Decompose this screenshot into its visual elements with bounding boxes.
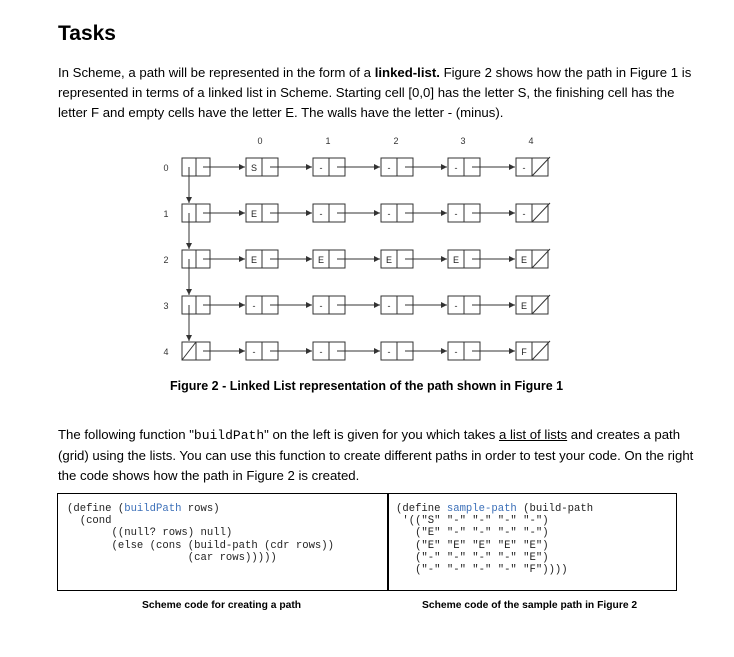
page-title: Tasks	[58, 22, 116, 45]
code-table	[57, 493, 677, 591]
cell-letter: E	[520, 255, 528, 265]
left-code-caption: Scheme code for creating a path	[142, 600, 302, 611]
column-label: 2	[393, 136, 399, 146]
cell-letter: -	[454, 163, 458, 173]
code-left-cell	[58, 494, 388, 590]
function-paragraph: The following function "buildPath" on the left is given for you which takes a list of lists and creates a path (grid) using the lists. You can use this function to create different paths in order to test your code. On the right the code shows how the path in Figure 2 is created.	[58, 427, 694, 483]
cell-letter: -	[252, 301, 256, 311]
buildpath-code: buildPath	[193, 428, 265, 443]
cell-letter: -	[454, 301, 458, 311]
null-slash	[532, 249, 550, 268]
cell-letter: -	[522, 209, 526, 219]
figure-caption: Figure 2 - Linked List representation of the path shown in Figure 1	[170, 379, 564, 393]
cell-letter: -	[319, 347, 323, 357]
list-of-lists-link: a list of lists	[498, 427, 568, 442]
cell-letter: -	[454, 347, 458, 357]
cell-letter: -	[454, 209, 458, 219]
null-slash	[532, 341, 550, 360]
cell-letter: -	[319, 163, 323, 173]
cell-letter: -	[387, 301, 391, 311]
code-right-cell	[389, 494, 676, 590]
null-slash	[532, 295, 550, 314]
right-code-caption: Scheme code of the sample path in Figure 2	[422, 600, 638, 611]
cell-letter: E	[520, 301, 528, 311]
row-label: 1	[163, 209, 169, 219]
cell-letter: -	[522, 163, 526, 173]
linked-list-bold: linked-list.	[374, 65, 440, 80]
row-label: 4	[163, 347, 169, 357]
column-label: 4	[528, 136, 534, 146]
row-label: 3	[163, 301, 169, 311]
cell-letter: E	[250, 209, 258, 219]
cell-letter: -	[252, 347, 256, 357]
column-label: 0	[257, 136, 263, 146]
null-slash	[182, 342, 196, 360]
cell-letter: -	[387, 209, 391, 219]
row-label: 2	[163, 255, 169, 265]
cell-letter: E	[250, 255, 258, 265]
cell-letter: F	[521, 347, 527, 357]
cell-letter: -	[387, 347, 391, 357]
cell-letter: -	[319, 301, 323, 311]
intro-paragraph: In Scheme, a path will be represented in the form of a linked-list. Figure 2 shows how the path in Figure 1 is represented in terms of a linked list in Scheme. Starting cell [0,0] has the letter S, the finishing cell has the letter F and empty cells have the letter E. The walls have the letter - (minus).	[58, 65, 692, 120]
cell-letter: E	[317, 255, 325, 265]
cell-letter: -	[319, 209, 323, 219]
buildpath-code-block: (define (buildPath rows) (cond ((null? rows) null) (else (cons (build-path (cdr rows)) (car rows)))))	[67, 503, 335, 564]
null-slash	[532, 157, 550, 176]
null-slash	[532, 203, 550, 222]
cell-letter: -	[387, 163, 391, 173]
column-label: 1	[325, 136, 331, 146]
column-label: 3	[460, 136, 466, 146]
cell-letter: S	[250, 163, 258, 173]
row-label: 0	[163, 163, 169, 173]
cell-letter: E	[452, 255, 460, 265]
sample-path-code-block: (define sample-path (build-path '(("S" "-" "-" "-" "-") ("E" "-" "-" "-" "-") ("E" "E" "E" "E" "E") ("-" "-" "-" "-" "E") ("-" "-" "-" "-" "F"))))	[396, 503, 594, 577]
cell-letter: E	[385, 255, 393, 265]
